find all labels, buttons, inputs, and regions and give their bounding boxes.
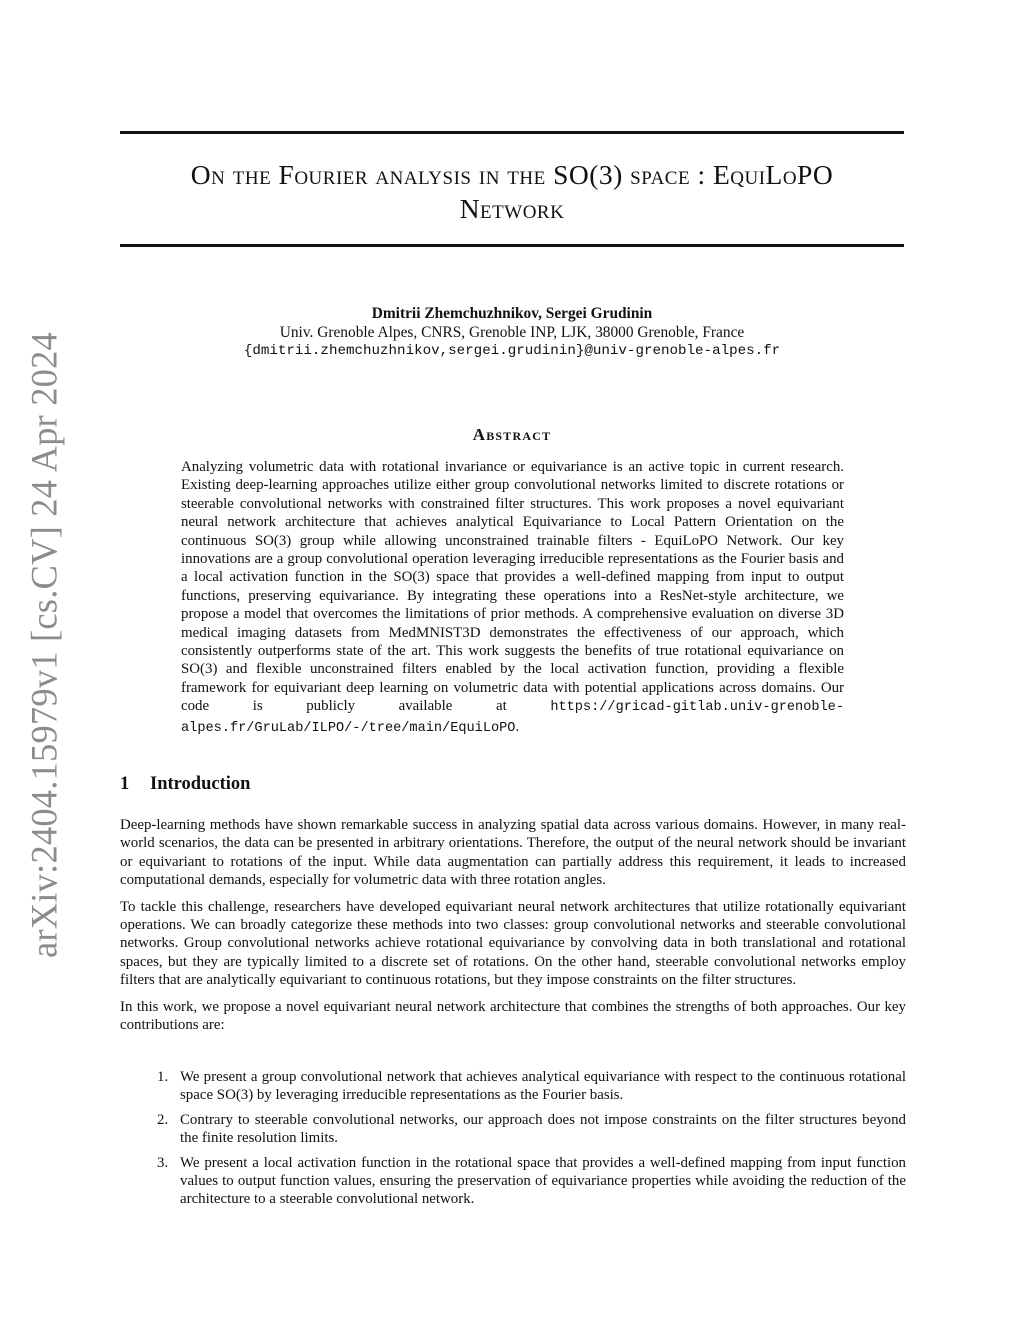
paper-title <box>120 158 904 226</box>
introduction-body <box>120 816 906 1042</box>
intro-paragraph-1: Deep-learning methods have shown remarkable success in analyzing spatial data across various domains. However, in many real-world scenarios, the data can be presented in arbitrary orientations. Therefore, the output of the neural network should be invariant or equivariant to rotations of the input. While data augmentation can partially address this requirement, it leads to increased computational demands, especially for volumetric data with three rotation angles. <box>120 817 906 889</box>
contribution-text: We present a local activation function in the rotational space that provides a well-defined mapping from input function values to output function values, ensuring the preservation of equivariance properties while avoiding the reduction of the architecture to a steerable convolutional network. <box>180 1154 906 1208</box>
abstract-body <box>181 458 844 738</box>
author-block <box>120 304 904 361</box>
contribution-text: We present a group convolutional network that achieves analytical equivariance with respect to the continuous rotational space SO(3) by leveraging irreducible representations as the Fourier basis. <box>180 1069 906 1104</box>
title-bottom-rule <box>120 244 904 247</box>
contribution-marker: 2. <box>157 1111 169 1128</box>
section-heading-introduction <box>120 774 250 795</box>
abstract-end: . <box>515 718 520 735</box>
author-names: Dmitrii Zhemchuzhnikov, Sergei Grudinin <box>371 305 653 322</box>
intro-paragraph-3: In this work, we propose a novel equivariant neural network architecture that combines the strengths of both approaches. Our key contributions are: <box>120 998 906 1034</box>
contribution-item <box>157 1111 906 1148</box>
author-affiliation: Univ. Grenoble Alpes, CNRS, Grenoble INP, LJK, 38000 Grenoble, France <box>279 324 745 341</box>
contribution-item <box>157 1154 906 1209</box>
code-url-link[interactable]: https://gricad-gitlab.univ-grenoble-alpes.fr/GruLab/ILPO/-/tree/main/EquiLoPO <box>181 700 845 736</box>
abstract-heading: Abstract <box>472 425 552 444</box>
contribution-text: Contrary to steerable convolutional networks, our approach does not impose constraints on the filter structures beyond the finite resolution limits. <box>180 1111 906 1147</box>
contribution-marker: 1. <box>157 1069 169 1085</box>
contributions-list <box>157 1068 906 1215</box>
intro-paragraph-2: To tackle this challenge, researchers have developed equivariant neural network architectures that utilize rotationally equivariant operations. We can broadly categorize these methods into two classes: group convolutional networks and steerable convolutional networks. Group convolutional networks achieve rotational equivariance by convolving data in both translational and rotational spaces, but they are typically limited to a discrete set of rotations. On the other hand, steerable convolutional networks employ filters that are analytically equivariant to continuous rotations, but they impose constraints on the filter structures. <box>120 898 906 989</box>
section-number: 1 <box>120 774 130 794</box>
author-emails[interactable]: {dmitrii.zhemchuzhnikov,sergei.grudinin}@univ-grenoble-alpes.fr <box>243 343 781 359</box>
contribution-item <box>157 1068 906 1105</box>
contribution-marker: 3. <box>157 1154 169 1171</box>
paper-title-line-1: On the Fourier analysis in the SO(3) space : EquiLoPO <box>190 159 834 190</box>
section-title: Introduction <box>150 774 251 794</box>
title-top-rule <box>120 131 904 134</box>
arxiv-identifier: arXiv:2404.15979v1 [cs.CV] 24 Apr 2024 <box>23 331 65 959</box>
abstract-text: Analyzing volumetric data with rotational invariance or equivariance is an active topic in current research. Existing deep-learning approaches utilize either group convolutional networks limited to discrete rotations or steerable convolutional networks with constrained filter structures. This work proposes a novel equivariant neural network architecture that achieves analytical Equivariance to Local Pattern Orientation on the continuous SO(3) group while allowing unconstrained trainable filters - EquiLoPO Network. Our key innovations are a group convolutional operation leveraging irreducible representations as the Fourier basis and a local activation function in the SO(3) space that provides a well-defined mapping from input to output functions, preserving equivariance. By integrating these operations into a ResNet-style architecture, we propose a model that overcomes the limitations of prior methods. A comprehensive evaluation on diverse 3D medical imaging datasets from MedMNIST3D demonstrates the effectiveness of our approach, which consistently outperforms state of the art. This work suggests the benefits of true rotational equivariance on SO(3) and flexible unconstrained filters enabled by the local activation function, providing a flexible framework for equivariant deep learning on volumetric data with potential applications across domains. Our code is publicly available at <box>181 459 844 715</box>
paper-title-line-2: Network <box>459 193 565 224</box>
